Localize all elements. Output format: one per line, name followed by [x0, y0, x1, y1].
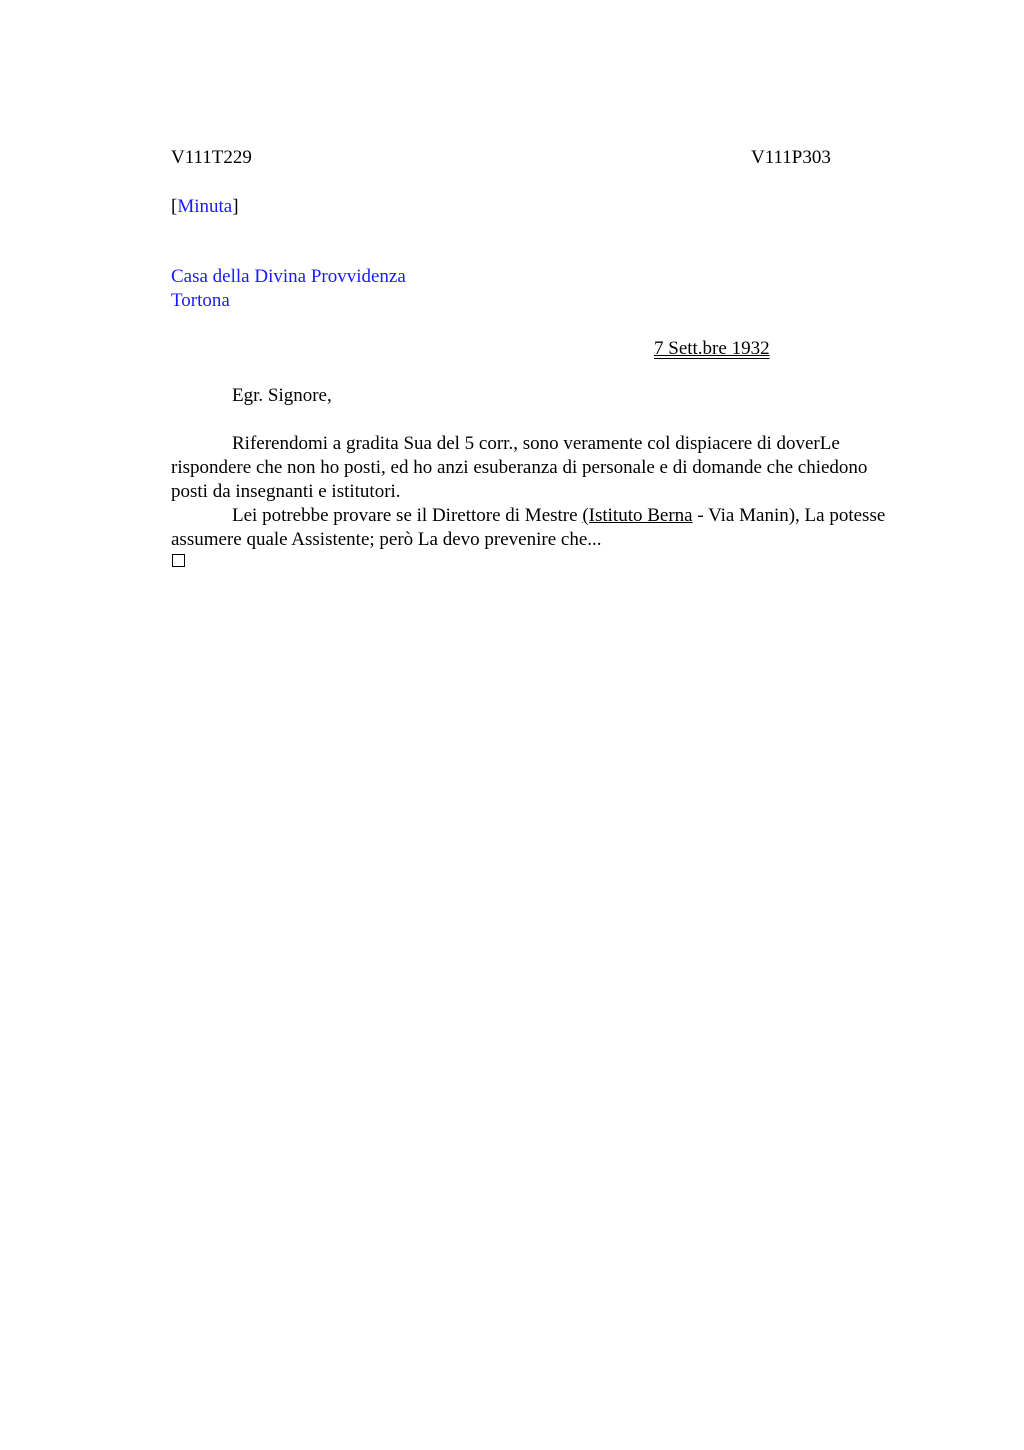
sender-city: Tortona: [171, 290, 230, 311]
draft-label: Minuta: [177, 196, 233, 217]
document-code-left: V111T229: [171, 147, 252, 168]
draft-close-bracket: ]: [232, 196, 239, 217]
letter-date: 7 Sett.bre 1932: [654, 338, 770, 359]
body-paragraph-1: Riferendomi a gradita Sua del 5 corr., sono veramente col dispiacere di doverLe rispondere che non ho posti, ed ho anzi esuberanza di personale e di domande che chiedono posti da insegnanti e istitutori.: [171, 433, 868, 502]
paragraph2-text-before: Lei potrebbe provare se il Direttore di Mestre: [232, 505, 583, 526]
draft-note: [171, 195, 239, 219]
body-paragraph-2: [171, 504, 901, 552]
sender-name: Casa della Divina Provvidenza: [171, 266, 406, 287]
document-code-right: V111P303: [751, 147, 831, 168]
institute-name: (Istituto Berna: [582, 505, 693, 526]
paragraph2-text-after: - Via Manin), La potesse assumere quale Assistente; però La devo prevenire che...: [171, 505, 886, 550]
empty-checkbox-icon: [172, 554, 185, 567]
salutation: Egr. Signore,: [232, 385, 332, 406]
draft-open-bracket: [: [171, 196, 178, 217]
